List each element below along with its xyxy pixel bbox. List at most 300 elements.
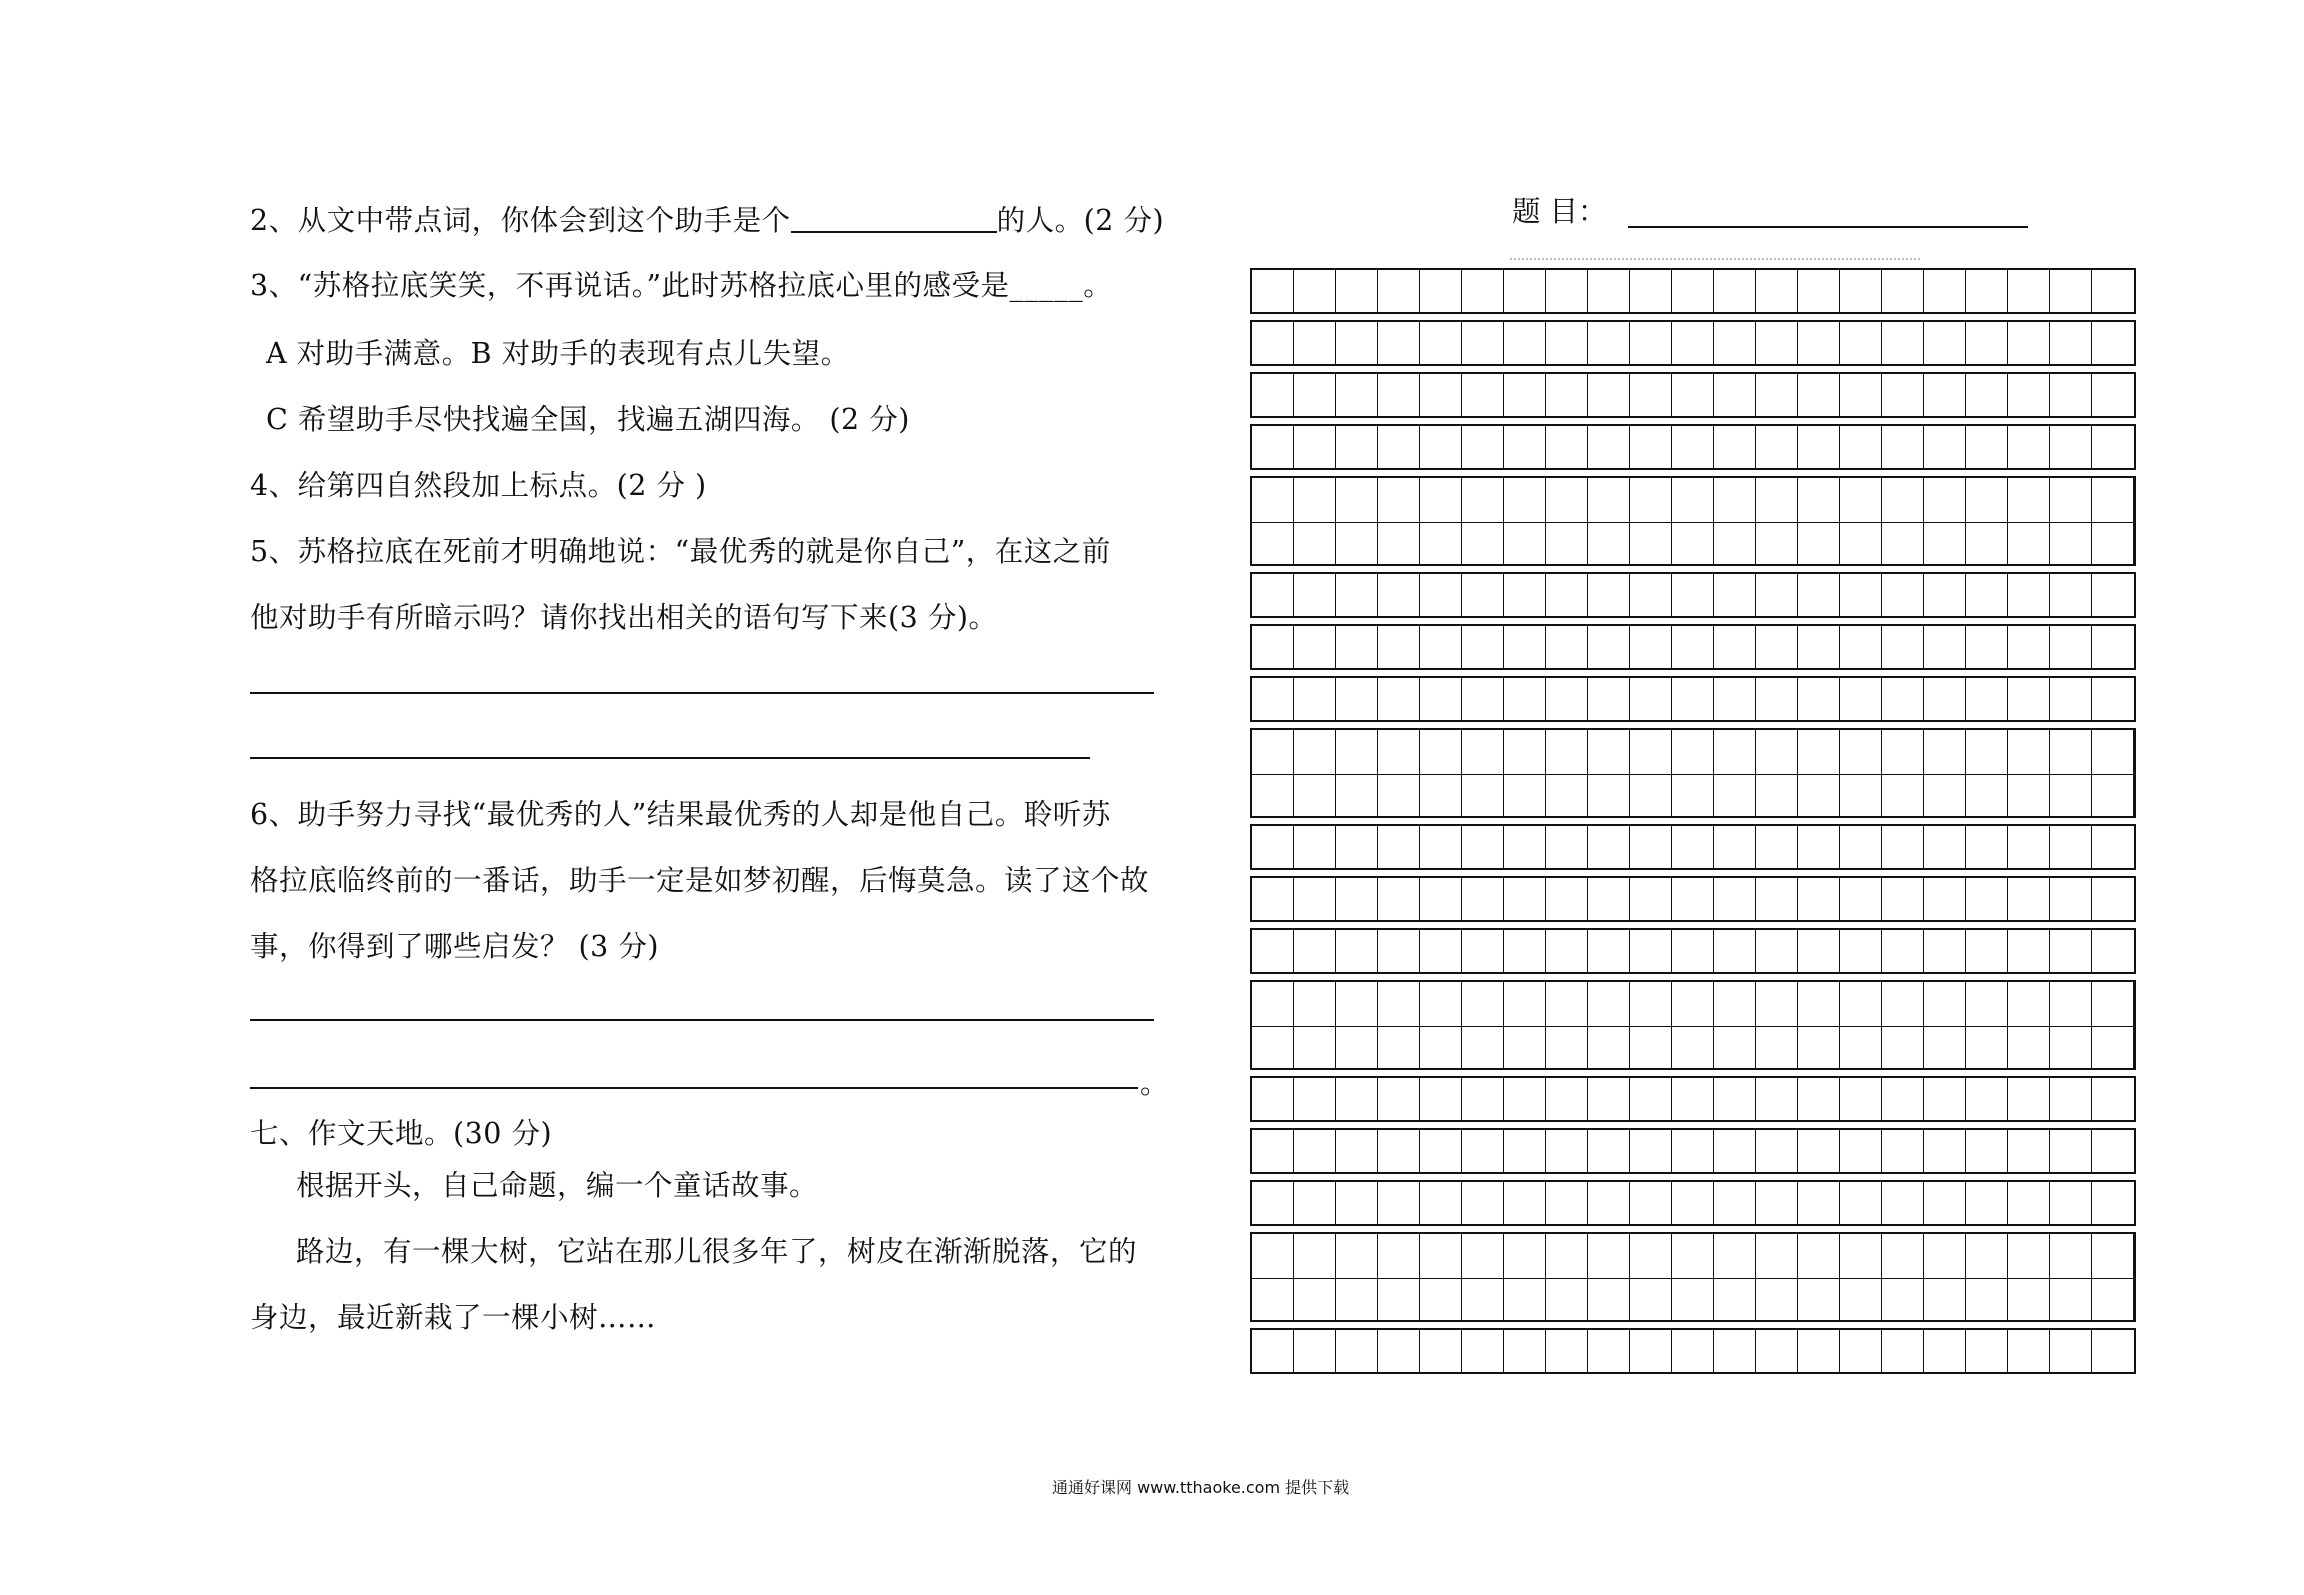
grid-cell[interactable] <box>1336 1078 1378 1120</box>
grid-cell[interactable] <box>1798 426 1840 468</box>
grid-cell[interactable] <box>1378 982 1420 1068</box>
grid-cell[interactable] <box>1630 930 1672 972</box>
grid-cell[interactable] <box>1714 574 1756 616</box>
grid-cell[interactable] <box>1924 1234 1966 1320</box>
grid-row[interactable] <box>1250 268 2136 314</box>
grid-cell[interactable] <box>1420 1130 1462 1172</box>
grid-cell[interactable] <box>1504 982 1546 1068</box>
grid-cell[interactable] <box>1420 678 1462 720</box>
grid-cell[interactable] <box>1840 1078 1882 1120</box>
grid-cell[interactable] <box>1924 374 1966 416</box>
grid-cell[interactable] <box>2050 678 2092 720</box>
grid-cell[interactable] <box>1252 678 1294 720</box>
grid-cell[interactable] <box>1378 1330 1420 1372</box>
grid-cell[interactable] <box>1504 626 1546 668</box>
grid-cell[interactable] <box>1420 270 1462 312</box>
grid-cell[interactable] <box>2008 270 2050 312</box>
grid-cell[interactable] <box>1672 678 1714 720</box>
grid-cell[interactable] <box>1966 878 2008 920</box>
grid-cell[interactable] <box>2050 426 2092 468</box>
grid-cell[interactable] <box>2008 426 2050 468</box>
grid-cell[interactable] <box>2092 878 2134 920</box>
grid-cell[interactable] <box>1840 826 1882 868</box>
grid-cell[interactable] <box>1798 982 1840 1068</box>
grid-cell[interactable] <box>2092 478 2134 564</box>
grid-cell[interactable] <box>1546 478 1588 564</box>
answer-line[interactable] <box>250 757 1090 759</box>
grid-cell[interactable] <box>1924 982 1966 1068</box>
grid-row[interactable] <box>1250 728 2136 818</box>
grid-cell[interactable] <box>1924 678 1966 720</box>
grid-cell[interactable] <box>1840 930 1882 972</box>
grid-cell[interactable] <box>1546 878 1588 920</box>
grid-cell[interactable] <box>1924 1330 1966 1372</box>
grid-cell[interactable] <box>1924 574 1966 616</box>
grid-cell[interactable] <box>1294 878 1336 920</box>
grid-cell[interactable] <box>1714 826 1756 868</box>
grid-cell[interactable] <box>1882 1182 1924 1224</box>
grid-cell[interactable] <box>2092 982 2134 1068</box>
grid-cell[interactable] <box>1504 678 1546 720</box>
grid-cell[interactable] <box>1840 322 1882 364</box>
grid-cell[interactable] <box>1798 1130 1840 1172</box>
grid-cell[interactable] <box>1252 1330 1294 1372</box>
grid-cell[interactable] <box>1420 478 1462 564</box>
grid-cell[interactable] <box>2050 878 2092 920</box>
grid-cell[interactable] <box>2050 1234 2092 1320</box>
grid-cell[interactable] <box>1462 574 1504 616</box>
grid-cell[interactable] <box>1966 1130 2008 1172</box>
grid-cell[interactable] <box>1798 478 1840 564</box>
grid-cell[interactable] <box>2050 1078 2092 1120</box>
grid-cell[interactable] <box>1336 1234 1378 1320</box>
grid-cell[interactable] <box>2092 1330 2134 1372</box>
grid-cell[interactable] <box>2050 478 2092 564</box>
grid-cell[interactable] <box>1882 270 1924 312</box>
answer-blank[interactable] <box>791 203 997 233</box>
grid-cell[interactable] <box>1378 270 1420 312</box>
grid-cell[interactable] <box>1840 1130 1882 1172</box>
grid-cell[interactable] <box>1630 374 1672 416</box>
grid-cell[interactable] <box>1798 930 1840 972</box>
grid-cell[interactable] <box>1714 270 1756 312</box>
grid-cell[interactable] <box>1798 730 1840 816</box>
grid-cell[interactable] <box>1420 930 1462 972</box>
grid-cell[interactable] <box>1966 626 2008 668</box>
grid-cell[interactable] <box>1336 426 1378 468</box>
grid-cell[interactable] <box>1924 930 1966 972</box>
grid-cell[interactable] <box>1504 826 1546 868</box>
grid-cell[interactable] <box>1630 878 1672 920</box>
grid-cell[interactable] <box>1756 426 1798 468</box>
grid-cell[interactable] <box>2008 730 2050 816</box>
grid-cell[interactable] <box>1462 982 1504 1068</box>
grid-cell[interactable] <box>2008 930 2050 972</box>
grid-cell[interactable] <box>1840 426 1882 468</box>
grid-cell[interactable] <box>1546 1234 1588 1320</box>
grid-cell[interactable] <box>1630 1078 1672 1120</box>
grid-cell[interactable] <box>1840 1330 1882 1372</box>
grid-cell[interactable] <box>1756 374 1798 416</box>
grid-cell[interactable] <box>2008 678 2050 720</box>
grid-cell[interactable] <box>1588 1078 1630 1120</box>
grid-cell[interactable] <box>2092 1078 2134 1120</box>
grid-cell[interactable] <box>1252 1182 1294 1224</box>
grid-cell[interactable] <box>1672 1182 1714 1224</box>
grid-cell[interactable] <box>1378 626 1420 668</box>
grid-cell[interactable] <box>1252 322 1294 364</box>
grid-cell[interactable] <box>1630 574 1672 616</box>
grid-cell[interactable] <box>1546 1130 1588 1172</box>
grid-cell[interactable] <box>1882 930 1924 972</box>
grid-cell[interactable] <box>1336 878 1378 920</box>
grid-cell[interactable] <box>1336 374 1378 416</box>
grid-cell[interactable] <box>1504 426 1546 468</box>
grid-cell[interactable] <box>1588 574 1630 616</box>
grid-cell[interactable] <box>1924 322 1966 364</box>
grid-cell[interactable] <box>1840 478 1882 564</box>
grid-cell[interactable] <box>2050 270 2092 312</box>
grid-cell[interactable] <box>1252 1078 1294 1120</box>
grid-cell[interactable] <box>1714 426 1756 468</box>
grid-cell[interactable] <box>1294 1078 1336 1120</box>
grid-cell[interactable] <box>1672 626 1714 668</box>
grid-cell[interactable] <box>1588 826 1630 868</box>
grid-cell[interactable] <box>1714 478 1756 564</box>
grid-cell[interactable] <box>1336 574 1378 616</box>
grid-cell[interactable] <box>1966 730 2008 816</box>
grid-cell[interactable] <box>1966 678 2008 720</box>
grid-cell[interactable] <box>1294 1234 1336 1320</box>
grid-cell[interactable] <box>1252 982 1294 1068</box>
grid-cell[interactable] <box>1462 626 1504 668</box>
grid-cell[interactable] <box>2008 1078 2050 1120</box>
grid-cell[interactable] <box>1924 626 1966 668</box>
grid-cell[interactable] <box>2050 1330 2092 1372</box>
grid-cell[interactable] <box>1672 478 1714 564</box>
grid-row[interactable] <box>1250 676 2136 722</box>
grid-cell[interactable] <box>2050 1182 2092 1224</box>
grid-row[interactable] <box>1250 372 2136 418</box>
grid-cell[interactable] <box>2092 322 2134 364</box>
grid-cell[interactable] <box>1672 270 1714 312</box>
grid-cell[interactable] <box>1672 878 1714 920</box>
grid-cell[interactable] <box>1546 322 1588 364</box>
grid-cell[interactable] <box>1756 626 1798 668</box>
grid-cell[interactable] <box>2050 574 2092 616</box>
grid-row[interactable] <box>1250 424 2136 470</box>
grid-cell[interactable] <box>1294 478 1336 564</box>
grid-cell[interactable] <box>1252 1234 1294 1320</box>
grid-cell[interactable] <box>1630 982 1672 1068</box>
grid-cell[interactable] <box>2008 626 2050 668</box>
answer-line[interactable] <box>250 1087 1138 1089</box>
grid-cell[interactable] <box>1378 426 1420 468</box>
grid-cell[interactable] <box>1672 574 1714 616</box>
grid-cell[interactable] <box>1756 322 1798 364</box>
grid-cell[interactable] <box>1504 1182 1546 1224</box>
grid-cell[interactable] <box>1756 270 1798 312</box>
grid-cell[interactable] <box>1336 626 1378 668</box>
grid-cell[interactable] <box>1882 730 1924 816</box>
grid-cell[interactable] <box>1420 1234 1462 1320</box>
grid-cell[interactable] <box>1378 878 1420 920</box>
grid-cell[interactable] <box>1336 678 1378 720</box>
grid-cell[interactable] <box>1798 270 1840 312</box>
grid-cell[interactable] <box>1462 1182 1504 1224</box>
grid-cell[interactable] <box>1924 878 1966 920</box>
grid-cell[interactable] <box>1756 930 1798 972</box>
grid-cell[interactable] <box>1798 1078 1840 1120</box>
answer-line[interactable] <box>250 1019 1154 1021</box>
grid-cell[interactable] <box>1546 574 1588 616</box>
grid-cell[interactable] <box>1546 270 1588 312</box>
grid-row[interactable] <box>1250 1232 2136 1322</box>
grid-cell[interactable] <box>1672 1078 1714 1120</box>
grid-cell[interactable] <box>1840 1234 1882 1320</box>
grid-cell[interactable] <box>1462 374 1504 416</box>
grid-cell[interactable] <box>2050 374 2092 416</box>
grid-cell[interactable] <box>1462 1130 1504 1172</box>
grid-cell[interactable] <box>1966 826 2008 868</box>
grid-cell[interactable] <box>1462 478 1504 564</box>
grid-cell[interactable] <box>1420 1330 1462 1372</box>
grid-cell[interactable] <box>1630 1234 1672 1320</box>
grid-row[interactable] <box>1250 1076 2136 1122</box>
grid-cell[interactable] <box>1546 930 1588 972</box>
grid-cell[interactable] <box>1588 878 1630 920</box>
grid-cell[interactable] <box>1294 270 1336 312</box>
grid-cell[interactable] <box>1924 478 1966 564</box>
grid-cell[interactable] <box>1420 626 1462 668</box>
grid-cell[interactable] <box>1462 878 1504 920</box>
grid-cell[interactable] <box>1840 982 1882 1068</box>
grid-cell[interactable] <box>2092 1182 2134 1224</box>
grid-cell[interactable] <box>1588 374 1630 416</box>
grid-cell[interactable] <box>1756 1078 1798 1120</box>
grid-cell[interactable] <box>1882 1330 1924 1372</box>
grid-cell[interactable] <box>1924 730 1966 816</box>
grid-cell[interactable] <box>1798 826 1840 868</box>
grid-cell[interactable] <box>1672 322 1714 364</box>
grid-cell[interactable] <box>1798 1234 1840 1320</box>
grid-cell[interactable] <box>1546 374 1588 416</box>
grid-cell[interactable] <box>1630 1330 1672 1372</box>
grid-cell[interactable] <box>1924 1182 1966 1224</box>
grid-cell[interactable] <box>1672 1234 1714 1320</box>
grid-cell[interactable] <box>1882 1130 1924 1172</box>
grid-cell[interactable] <box>1546 426 1588 468</box>
grid-cell[interactable] <box>1588 982 1630 1068</box>
grid-cell[interactable] <box>2050 982 2092 1068</box>
grid-cell[interactable] <box>1882 626 1924 668</box>
grid-cell[interactable] <box>1378 1130 1420 1172</box>
grid-cell[interactable] <box>2008 574 2050 616</box>
grid-cell[interactable] <box>1420 1182 1462 1224</box>
grid-cell[interactable] <box>1798 374 1840 416</box>
grid-cell[interactable] <box>1966 1330 2008 1372</box>
grid-cell[interactable] <box>1924 1130 1966 1172</box>
grid-cell[interactable] <box>1588 270 1630 312</box>
grid-cell[interactable] <box>1966 322 2008 364</box>
grid-cell[interactable] <box>1588 478 1630 564</box>
grid-cell[interactable] <box>1756 574 1798 616</box>
grid-cell[interactable] <box>1336 982 1378 1068</box>
grid-cell[interactable] <box>2092 374 2134 416</box>
grid-cell[interactable] <box>1882 574 1924 616</box>
grid-cell[interactable] <box>1714 374 1756 416</box>
grid-cell[interactable] <box>2092 574 2134 616</box>
grid-cell[interactable] <box>1546 1182 1588 1224</box>
grid-cell[interactable] <box>1966 478 2008 564</box>
grid-cell[interactable] <box>1546 1078 1588 1120</box>
grid-cell[interactable] <box>1336 1130 1378 1172</box>
grid-cell[interactable] <box>1882 982 1924 1068</box>
grid-cell[interactable] <box>1882 826 1924 868</box>
grid-cell[interactable] <box>1252 930 1294 972</box>
grid-cell[interactable] <box>1294 982 1336 1068</box>
grid-cell[interactable] <box>1714 730 1756 816</box>
grid-cell[interactable] <box>1336 322 1378 364</box>
grid-cell[interactable] <box>1672 1130 1714 1172</box>
grid-cell[interactable] <box>1966 426 2008 468</box>
grid-cell[interactable] <box>1924 426 1966 468</box>
grid-cell[interactable] <box>1714 678 1756 720</box>
grid-cell[interactable] <box>1714 1130 1756 1172</box>
grid-cell[interactable] <box>1756 982 1798 1068</box>
grid-cell[interactable] <box>1420 982 1462 1068</box>
grid-cell[interactable] <box>1546 626 1588 668</box>
grid-cell[interactable] <box>2008 982 2050 1068</box>
grid-cell[interactable] <box>1882 478 1924 564</box>
grid-cell[interactable] <box>1630 426 1672 468</box>
grid-cell[interactable] <box>1378 930 1420 972</box>
grid-cell[interactable] <box>1462 426 1504 468</box>
grid-cell[interactable] <box>1882 1078 1924 1120</box>
grid-cell[interactable] <box>1294 574 1336 616</box>
grid-cell[interactable] <box>1630 1182 1672 1224</box>
grid-cell[interactable] <box>1672 374 1714 416</box>
grid-cell[interactable] <box>1546 678 1588 720</box>
grid-cell[interactable] <box>1462 270 1504 312</box>
answer-line[interactable] <box>250 692 1154 694</box>
grid-row[interactable] <box>1250 824 2136 870</box>
grid-cell[interactable] <box>1252 878 1294 920</box>
grid-cell[interactable] <box>1504 374 1546 416</box>
grid-cell[interactable] <box>1546 730 1588 816</box>
grid-cell[interactable] <box>1714 1234 1756 1320</box>
grid-cell[interactable] <box>1252 426 1294 468</box>
grid-cell[interactable] <box>1462 930 1504 972</box>
grid-cell[interactable] <box>1336 270 1378 312</box>
grid-cell[interactable] <box>1714 1330 1756 1372</box>
grid-cell[interactable] <box>1252 826 1294 868</box>
grid-cell[interactable] <box>1546 1330 1588 1372</box>
grid-cell[interactable] <box>1672 982 1714 1068</box>
grid-cell[interactable] <box>1630 826 1672 868</box>
grid-row[interactable] <box>1250 876 2136 922</box>
grid-cell[interactable] <box>1294 826 1336 868</box>
grid-cell[interactable] <box>1294 1182 1336 1224</box>
grid-row[interactable] <box>1250 1180 2136 1226</box>
grid-cell[interactable] <box>1840 1182 1882 1224</box>
grid-row[interactable] <box>1250 572 2136 618</box>
grid-cell[interactable] <box>1966 270 2008 312</box>
grid-cell[interactable] <box>1420 574 1462 616</box>
grid-cell[interactable] <box>1294 626 1336 668</box>
grid-cell[interactable] <box>1504 1078 1546 1120</box>
grid-cell[interactable] <box>1462 1234 1504 1320</box>
grid-cell[interactable] <box>1420 826 1462 868</box>
grid-cell[interactable] <box>1966 982 2008 1068</box>
grid-cell[interactable] <box>1588 930 1630 972</box>
grid-cell[interactable] <box>1378 478 1420 564</box>
grid-cell[interactable] <box>1588 730 1630 816</box>
grid-cell[interactable] <box>2008 322 2050 364</box>
grid-cell[interactable] <box>1882 426 1924 468</box>
grid-cell[interactable] <box>1588 426 1630 468</box>
grid-cell[interactable] <box>1252 730 1294 816</box>
grid-cell[interactable] <box>2092 730 2134 816</box>
grid-cell[interactable] <box>1378 678 1420 720</box>
grid-cell[interactable] <box>1672 930 1714 972</box>
grid-cell[interactable] <box>1840 678 1882 720</box>
grid-cell[interactable] <box>1462 1078 1504 1120</box>
grid-cell[interactable] <box>1336 730 1378 816</box>
grid-cell[interactable] <box>1630 626 1672 668</box>
grid-cell[interactable] <box>1672 1330 1714 1372</box>
grid-cell[interactable] <box>1798 322 1840 364</box>
grid-cell[interactable] <box>2050 1130 2092 1172</box>
grid-cell[interactable] <box>1252 270 1294 312</box>
grid-cell[interactable] <box>1798 878 1840 920</box>
grid-cell[interactable] <box>2092 826 2134 868</box>
grid-cell[interactable] <box>1252 626 1294 668</box>
grid-cell[interactable] <box>1630 730 1672 816</box>
grid-cell[interactable] <box>1420 322 1462 364</box>
grid-cell[interactable] <box>2050 730 2092 816</box>
grid-cell[interactable] <box>1252 574 1294 616</box>
grid-cell[interactable] <box>1882 322 1924 364</box>
grid-cell[interactable] <box>2092 678 2134 720</box>
grid-cell[interactable] <box>1420 730 1462 816</box>
grid-cell[interactable] <box>1546 982 1588 1068</box>
grid-cell[interactable] <box>1294 374 1336 416</box>
grid-cell[interactable] <box>1924 826 1966 868</box>
grid-cell[interactable] <box>1336 1182 1378 1224</box>
grid-cell[interactable] <box>1798 574 1840 616</box>
grid-cell[interactable] <box>2092 270 2134 312</box>
grid-cell[interactable] <box>1378 1078 1420 1120</box>
grid-cell[interactable] <box>1294 930 1336 972</box>
grid-cell[interactable] <box>1504 1330 1546 1372</box>
grid-cell[interactable] <box>1630 678 1672 720</box>
grid-cell[interactable] <box>1588 1130 1630 1172</box>
grid-cell[interactable] <box>1756 878 1798 920</box>
grid-cell[interactable] <box>1882 374 1924 416</box>
grid-cell[interactable] <box>1252 478 1294 564</box>
grid-cell[interactable] <box>1294 730 1336 816</box>
grid-cell[interactable] <box>1588 1234 1630 1320</box>
grid-cell[interactable] <box>1714 982 1756 1068</box>
grid-cell[interactable] <box>1588 322 1630 364</box>
grid-cell[interactable] <box>1504 1234 1546 1320</box>
grid-cell[interactable] <box>2050 626 2092 668</box>
grid-cell[interactable] <box>1462 730 1504 816</box>
grid-cell[interactable] <box>1420 374 1462 416</box>
grid-cell[interactable] <box>1840 626 1882 668</box>
grid-cell[interactable] <box>1588 626 1630 668</box>
